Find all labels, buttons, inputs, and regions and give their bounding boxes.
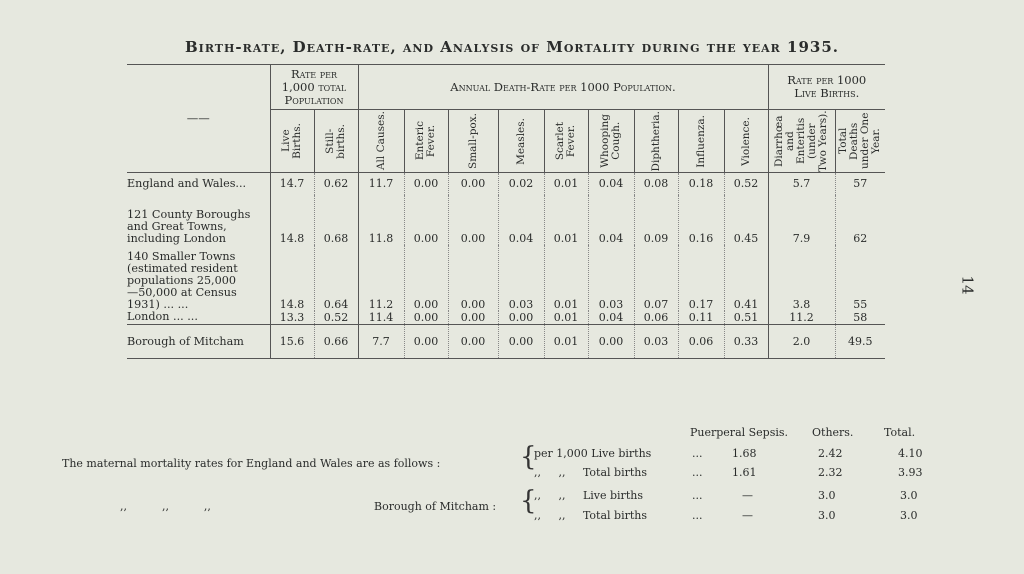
cell: 0.00	[404, 173, 448, 195]
cell: 0.04	[498, 195, 544, 245]
cell: 0.00	[404, 195, 448, 245]
cell: 0.66	[314, 325, 358, 359]
cell: 5.7	[768, 173, 835, 195]
leader-dots: ...	[692, 466, 703, 479]
cell: 0.52	[724, 173, 768, 195]
cell: 0.03	[588, 245, 634, 311]
header-total: Total.	[884, 426, 916, 439]
ditto-marks: ,, ,, ,,	[120, 500, 211, 513]
cell: 7.7	[358, 325, 404, 359]
column-header: Whooping Cough.	[599, 114, 622, 168]
maternal-sepsis: 1.68	[732, 447, 757, 460]
maternal-sepsis: 1.61	[732, 466, 757, 479]
cell: 0.00	[448, 245, 498, 311]
cell: 0.09	[634, 195, 678, 245]
cell: 0.01	[544, 195, 588, 245]
cell: 0.01	[544, 173, 588, 195]
brace-icon: {	[520, 442, 537, 472]
maternal-basis: ,, ,, Total births	[534, 466, 648, 479]
cell: 57	[835, 173, 885, 195]
cell: 14.7	[270, 173, 314, 195]
table-row	[127, 195, 885, 245]
header-others: Others.	[812, 426, 854, 439]
row-label: Borough of Mitcham	[127, 325, 270, 359]
column-header: Diarrhœa and Enteritis (under Two Years).	[773, 110, 829, 172]
cell: 0.00	[498, 311, 544, 325]
cell: 0.41	[724, 245, 768, 311]
cell: 0.04	[588, 311, 634, 325]
england-label: The maternal mortality rates for England and Wales are as follows :	[62, 457, 441, 470]
cell: 0.08	[634, 173, 678, 195]
maternal-total: 3.93	[898, 466, 923, 479]
cell: 0.03	[498, 245, 544, 311]
column-header: Violence.	[739, 116, 752, 166]
cell: 0.51	[724, 311, 768, 325]
brace-icon: {	[520, 486, 537, 516]
cell: 0.62	[314, 173, 358, 195]
cell: 0.00	[448, 195, 498, 245]
row-label: 121 County Boroughs and Great Towns, including London	[127, 207, 251, 245]
column-header: Influenza.	[694, 114, 707, 168]
maternal-sepsis: —	[742, 509, 753, 522]
cell: 0.45	[724, 195, 768, 245]
row-label: London ... ...	[127, 310, 198, 324]
cell: 0.16	[678, 195, 724, 245]
cell: 0.04	[588, 195, 634, 245]
table-row	[127, 325, 885, 359]
maternal-basis: ,, ,, Total births	[534, 509, 648, 522]
cell: 0.00	[448, 173, 498, 195]
row-label: 140 Smaller Towns (estimated resident populations 25,000 —50,000 at Census 1931) ... ...	[127, 249, 238, 311]
blank-header-cell: ——	[127, 65, 270, 173]
cell: 0.00	[448, 311, 498, 325]
cell: 0.03	[634, 325, 678, 359]
column-header: Scarlet Fever.	[554, 121, 577, 161]
maternal-basis: per 1,000 Live births	[534, 447, 652, 460]
cell: 0.00	[404, 245, 448, 311]
cell: 55	[835, 245, 885, 311]
cell: 0.64	[314, 245, 358, 311]
cell: 0.07	[634, 245, 678, 311]
cell: 11.2	[358, 245, 404, 311]
cell: 0.00	[448, 325, 498, 359]
cell: 0.01	[544, 325, 588, 359]
cell: 0.17	[678, 245, 724, 311]
cell: 62	[835, 195, 885, 245]
leader-dots: ...	[692, 447, 703, 460]
cell: 14.8	[270, 195, 314, 245]
cell: 0.06	[678, 325, 724, 359]
table-row	[127, 245, 885, 311]
table-row	[127, 311, 885, 325]
rate-per-population-header: Rate per 1,000 total Population	[270, 65, 358, 110]
maternal-total: 3.0	[900, 509, 918, 522]
cell: 14.8	[270, 245, 314, 311]
cell: 7.9	[768, 195, 835, 245]
maternal-basis: ,, ,, Live births	[534, 489, 643, 502]
cell: 0.18	[678, 173, 724, 195]
column-header: Measles.	[514, 117, 527, 165]
cell: 0.04	[588, 173, 634, 195]
header-puerperal-sepsis: Puerperal Sepsis.	[690, 426, 789, 439]
maternal-others: 3.0	[818, 489, 836, 502]
mortality-table	[127, 64, 885, 359]
cell: 0.01	[544, 311, 588, 325]
column-header: Live Births.	[280, 123, 303, 159]
maternal-others: 3.0	[818, 509, 836, 522]
column-header: Diphtheria.	[649, 110, 662, 172]
cell: 0.00	[498, 325, 544, 359]
mitcham-label: Borough of Mitcham :	[374, 500, 497, 513]
maternal-mortality-section	[0, 420, 1024, 570]
maternal-sepsis: —	[742, 489, 753, 502]
page-number: 14	[958, 275, 977, 295]
cell: 13.3	[270, 311, 314, 325]
column-header: Enteric Fever.	[414, 121, 437, 161]
table-row	[127, 173, 885, 195]
cell: 11.7	[358, 173, 404, 195]
cell: 0.06	[634, 311, 678, 325]
column-header: Small-pox.	[466, 113, 479, 169]
cell: 3.8	[768, 245, 835, 311]
column-header: All Causes.	[374, 111, 387, 171]
cell: 0.33	[724, 325, 768, 359]
cell: 15.6	[270, 325, 314, 359]
maternal-others: 2.32	[818, 466, 843, 479]
row-label: England and Wales...	[127, 176, 247, 190]
cell: 0.00	[404, 325, 448, 359]
cell: 0.52	[314, 311, 358, 325]
cell: 2.0	[768, 325, 835, 359]
cell: 49.5	[835, 325, 885, 359]
cell: 0.01	[544, 245, 588, 311]
leader-dots: ...	[692, 509, 703, 522]
cell: 11.8	[358, 195, 404, 245]
cell: 0.00	[404, 311, 448, 325]
cell: 11.2	[768, 311, 835, 325]
cell: 0.02	[498, 173, 544, 195]
cell: 0.68	[314, 195, 358, 245]
cell: 0.00	[588, 325, 634, 359]
column-header: Still- births.	[324, 123, 347, 159]
page-title: Birth-rate, Death-rate, and Analysis of Mortality during the year 1935.	[185, 38, 839, 56]
cell: 0.11	[678, 311, 724, 325]
rate-per-live-births-header: Rate per 1000 Live Births.	[768, 65, 885, 110]
cell: 58	[835, 311, 885, 325]
maternal-others: 2.42	[818, 447, 843, 460]
annual-death-rate-header: Annual Death-Rate per 1000 Population.	[358, 65, 768, 110]
maternal-total: 4.10	[898, 447, 923, 460]
column-header: Total Deaths under One Year.	[837, 112, 883, 170]
maternal-total: 3.0	[900, 489, 918, 502]
cell: 11.4	[358, 311, 404, 325]
leader-dots: ...	[692, 489, 703, 502]
